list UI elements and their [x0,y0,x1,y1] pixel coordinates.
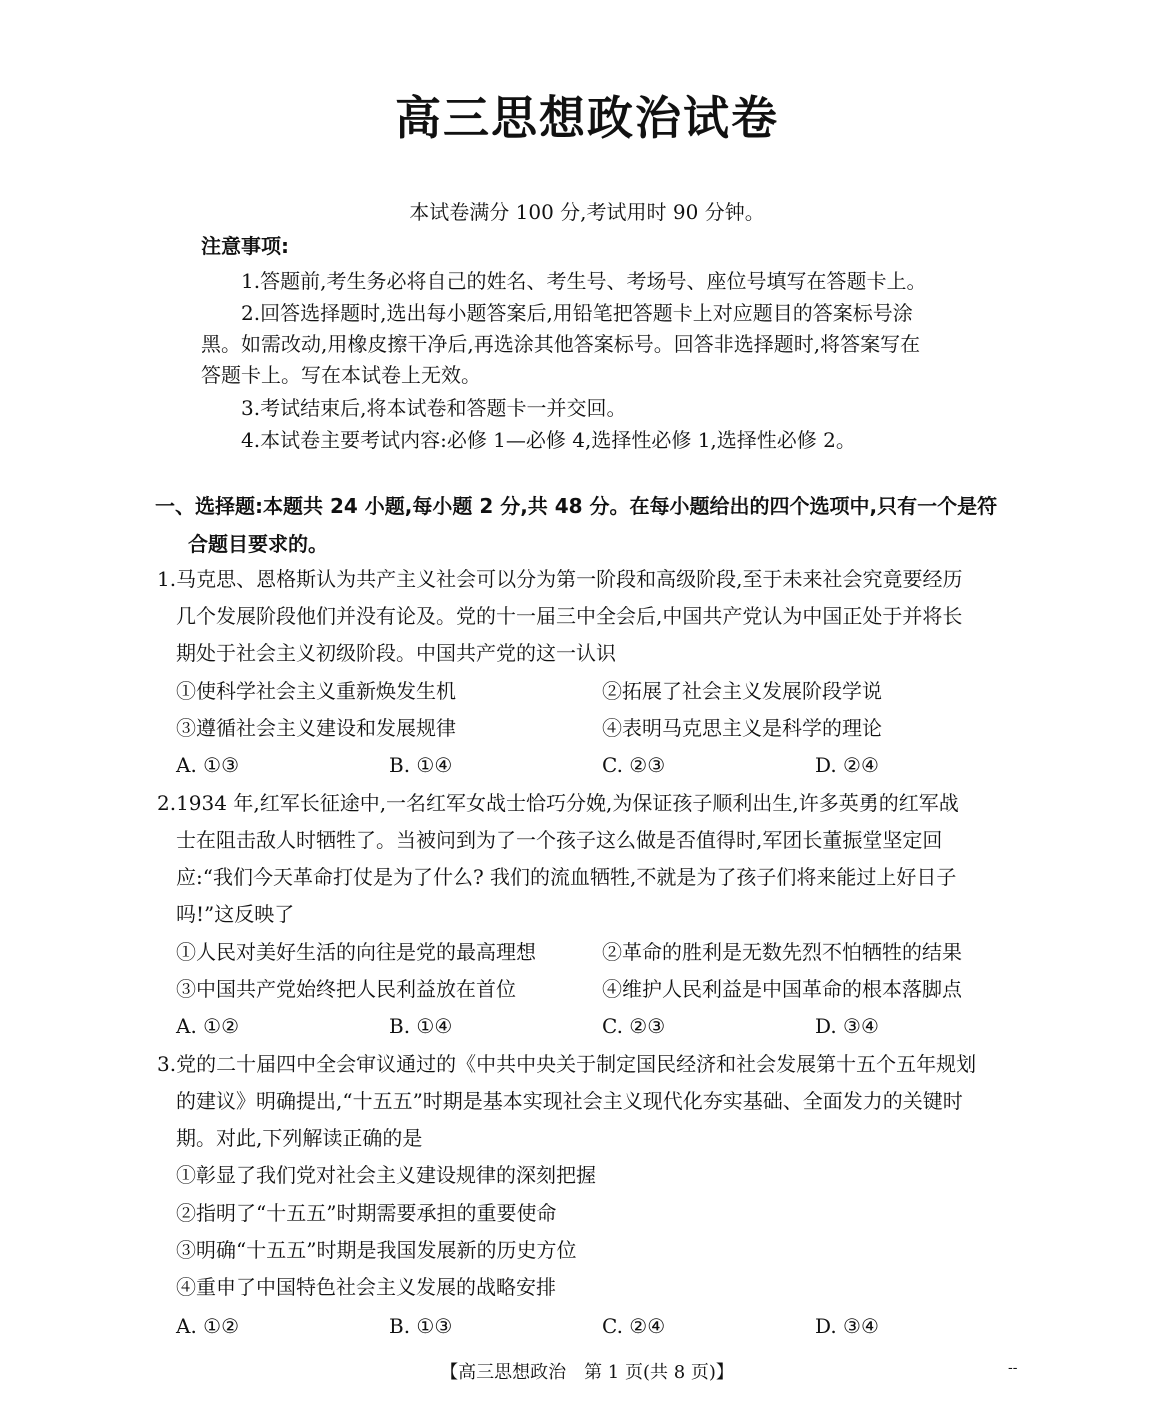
question-2-choice-a: A. ①② [176,1014,240,1038]
question-1-choice-c: C. ②③ [602,753,666,777]
page-footer: 【高三思想政治 第 1 页(共 8 页)】 [440,1362,734,1383]
exam-subtitle: 本试卷满分 100 分,考试用时 90 分钟。 [409,200,765,224]
question-2-stem: 应:“我们今天革命打仗是为了什么? 我们的流血牺牲,不就是为了孩子们将来能过上好日子 [176,865,957,889]
question-1-stem: 几个发展阶段他们并没有论及。党的十一届三中全会后,中国共产党认为中国正处于并将长 [176,604,963,628]
question-2-choice-c: C. ②③ [602,1014,666,1038]
notice-item: 4.本试卷主要考试内容:必修 1—必修 4,选择性必修 1,选择性必修 2。 [241,428,856,452]
question-2-choice-b: B. ①④ [389,1014,453,1038]
question-1-choice-d: D. ②④ [815,753,879,777]
notice-heading: 注意事项: [201,234,289,258]
section-heading: 一、选择题:本题共 24 小题,每小题 2 分,共 48 分。在每小题给出的四个选项中,只有一个是符 [155,494,998,518]
question-1-choice-b: B. ①④ [389,753,453,777]
question-2-stem: 士在阻击敌人时牺牲了。当被问到为了一个孩子这么做是否值得时,军团长董振堂坚定回 [176,828,943,852]
question-3-choice-c: C. ②④ [602,1314,666,1338]
corner-mark: -- [1008,1360,1018,1376]
question-1-statement: ④表明马克思主义是科学的理论 [602,716,882,740]
question-2-choice-d: D. ③④ [815,1014,879,1038]
question-2-statement: ④维护人民利益是中国革命的根本落脚点 [602,977,962,1001]
exam-title: 高三思想政治试卷 [395,91,779,145]
question-1-choice-a: A. ①③ [176,753,240,777]
question-2-stem: 2.1934 年,红军长征途中,一名红军女战士恰巧分娩,为保证孩子顺利出生,许多英勇的红军战 [157,791,959,815]
notice-item: 3.考试结束后,将本试卷和答题卡一并交回。 [241,396,627,420]
notice-item: 黑。如需改动,用橡皮擦干净后,再选涂其他答案标号。回答非选择题时,将答案写在 [201,332,921,356]
notice-item: 1.答题前,考生务必将自己的姓名、考生号、考场号、座位号填写在答题卡上。 [241,269,927,293]
question-3-choice-a: A. ①② [176,1314,240,1338]
question-3-stem: 期。对此,下列解读正确的是 [176,1126,423,1150]
notice-item: 答题卡上。写在本试卷上无效。 [201,363,481,387]
question-1-statement: ③遵循社会主义建设和发展规律 [176,716,456,740]
question-1-stem: 1.马克思、恩格斯认为共产主义社会可以分为第一阶段和高级阶段,至于未来社会究竟要经历 [157,567,963,591]
question-1-statement: ①使科学社会主义重新焕发生机 [176,679,456,703]
question-3-statement: ②指明了“十五五”时期需要承担的重要使命 [176,1201,557,1225]
question-3-statement: ③明确“十五五”时期是我国发展新的历史方位 [176,1238,577,1262]
notice-item: 2.回答选择题时,选出每小题答案后,用铅笔把答题卡上对应题目的答案标号涂 [241,301,913,325]
question-1-stem: 期处于社会主义初级阶段。中国共产党的这一认识 [176,641,616,665]
question-2-statement: ①人民对美好生活的向往是党的最高理想 [176,940,536,964]
question-2-statement: ②革命的胜利是无数先烈不怕牺牲的结果 [602,940,962,964]
section-heading-cont: 合题目要求的。 [188,532,328,556]
question-3-choice-b: B. ①③ [389,1314,453,1338]
question-3-stem: 的建议》明确提出,“十五五”时期是基本实现社会主义现代化夯实基础、全面发力的关键时 [176,1089,963,1113]
question-3-stem: 3.党的二十届四中全会审议通过的《中共中央关于制定国民经济和社会发展第十五个五年规划 [157,1052,977,1076]
question-3-statement: ④重申了中国特色社会主义发展的战略安排 [176,1275,556,1299]
question-3-statement: ①彰显了我们党对社会主义建设规律的深刻把握 [176,1163,596,1187]
question-3-choice-d: D. ③④ [815,1314,879,1338]
question-1-statement: ②拓展了社会主义发展阶段学说 [602,679,882,703]
question-2-statement: ③中国共产党始终把人民利益放在首位 [176,977,516,1001]
question-2-stem: 吗!”这反映了 [176,902,295,926]
